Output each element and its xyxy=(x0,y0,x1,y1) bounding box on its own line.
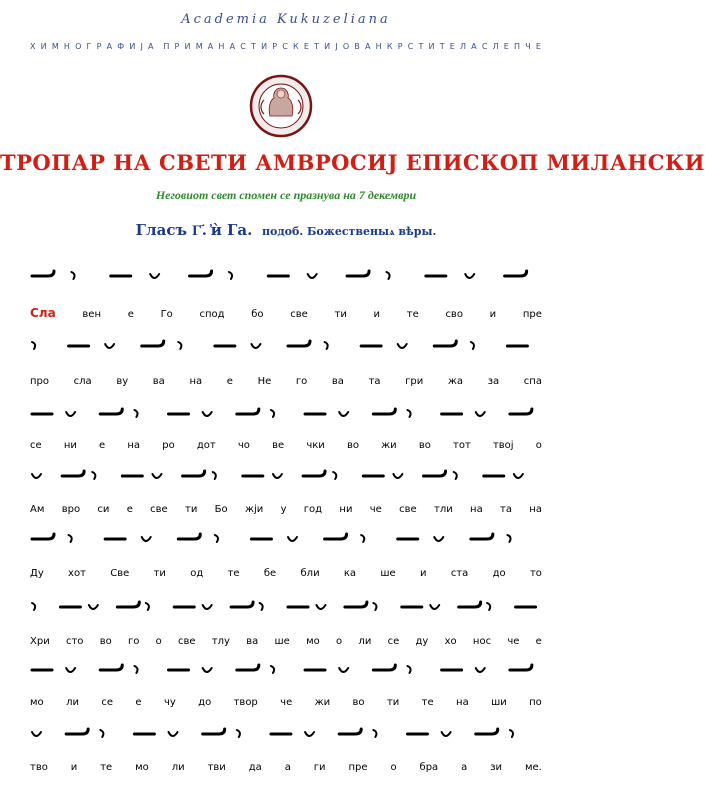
syllable: пре xyxy=(522,309,542,320)
neume-mark xyxy=(203,729,225,734)
subtitle-letter: Г xyxy=(86,42,92,51)
subtitle-letter: Р xyxy=(96,42,102,51)
syllable: Не xyxy=(257,376,272,387)
neume-mark xyxy=(150,274,159,278)
syllable: хот xyxy=(68,568,86,579)
neume-mark xyxy=(215,535,218,542)
syllable: про xyxy=(30,376,50,387)
neume-mark xyxy=(339,729,361,734)
subtitle-letter: О xyxy=(75,42,82,51)
neume-mark xyxy=(373,665,395,670)
subtitle-letter: П xyxy=(163,42,170,51)
syllable: е xyxy=(127,309,134,320)
neume-mark xyxy=(134,410,137,417)
lyrics-row xyxy=(30,697,542,713)
syllable: тви xyxy=(207,762,226,773)
syllable: тлу xyxy=(211,636,230,647)
syllable: го xyxy=(295,376,308,387)
syllable: чо xyxy=(237,440,250,451)
syllable: ти xyxy=(153,568,166,579)
neume-mark xyxy=(92,472,95,479)
syllable: чу xyxy=(163,697,176,708)
syllable: во xyxy=(352,697,365,708)
syllable: зи xyxy=(490,762,503,773)
syllable: све xyxy=(150,504,168,515)
subtitle-letter: И xyxy=(129,42,136,51)
syllable: жји xyxy=(244,504,264,515)
neume-mark xyxy=(288,537,297,541)
syllable: жи xyxy=(381,440,397,451)
neume-mark xyxy=(231,602,253,607)
subtitle-letter: Н xyxy=(218,42,225,51)
syllable: то xyxy=(529,568,542,579)
subtitle-letter: И xyxy=(40,42,48,51)
neume-mark xyxy=(465,274,474,278)
subtitle-letter: Ј xyxy=(140,42,144,51)
neume-mark xyxy=(288,341,310,346)
neume-mark xyxy=(393,474,402,478)
subtitle-letter: Р xyxy=(272,42,278,51)
subtitle-letter: Х xyxy=(30,42,36,51)
syllable: Го xyxy=(160,309,173,320)
neume-mark xyxy=(178,342,181,349)
syllable: во xyxy=(99,636,112,647)
syllable: ду xyxy=(415,636,429,647)
syllable: е xyxy=(226,376,233,387)
syllable: а xyxy=(461,762,468,773)
subtitle-letter: С xyxy=(240,42,247,51)
neume-mark xyxy=(459,602,481,607)
syllable: ва xyxy=(152,376,165,387)
neume-mark xyxy=(510,409,532,414)
neume-mark xyxy=(66,668,75,672)
neume-mark xyxy=(305,732,314,736)
neume-row xyxy=(30,525,542,555)
syllable: хо xyxy=(444,636,457,647)
lyrics-row xyxy=(30,440,542,456)
neume-mark xyxy=(237,730,240,737)
neume-mark xyxy=(476,668,485,672)
syllable: че xyxy=(280,697,293,708)
neume-mark xyxy=(66,729,88,734)
neume-mark xyxy=(434,537,443,541)
subtitle-letter: М xyxy=(195,42,204,51)
neume-mark xyxy=(69,535,72,542)
syllable: те xyxy=(406,309,419,320)
neume-mark xyxy=(333,472,336,479)
syllable: та xyxy=(368,376,381,387)
neume-mark xyxy=(89,605,98,609)
syllable: на xyxy=(529,504,542,515)
neume-staff xyxy=(30,400,542,430)
neume-mark xyxy=(229,272,232,279)
subtitle-letter: К xyxy=(293,42,300,51)
syllable: е xyxy=(126,504,133,515)
subtitle-letter: А xyxy=(471,42,478,51)
syllable: ва xyxy=(246,636,259,647)
syllable: о xyxy=(535,440,542,451)
syllable: ка xyxy=(343,568,357,579)
syllable: ро xyxy=(162,440,175,451)
syllable: се xyxy=(30,440,42,451)
neume-mark xyxy=(339,412,348,416)
subtitle-letter: И xyxy=(261,42,268,51)
syllable: Ду xyxy=(30,568,44,579)
syllable: ни xyxy=(339,504,353,515)
neume-mark xyxy=(424,471,446,476)
syllable: до xyxy=(198,697,212,708)
syllable: и xyxy=(373,309,381,320)
syllable: вен xyxy=(82,309,101,320)
lyrics-row xyxy=(30,762,542,778)
syllable: си xyxy=(97,504,110,515)
neume-mark xyxy=(32,474,41,478)
neume-mark xyxy=(146,603,149,610)
neume-mark xyxy=(398,344,407,348)
syllable: и xyxy=(70,762,78,773)
neume-mark xyxy=(134,666,137,673)
neume-mark xyxy=(308,274,317,278)
neume-mark xyxy=(213,472,216,479)
subtitle-letter: П xyxy=(514,42,521,51)
neume-mark xyxy=(32,271,54,276)
lyrics-row xyxy=(30,306,542,322)
syllable: бе xyxy=(263,568,277,579)
subtitle-letter: Р xyxy=(397,42,404,51)
syllable: ли xyxy=(171,762,185,773)
neume-mark xyxy=(510,730,513,737)
syllable: чки xyxy=(306,440,325,451)
monastery-seal-icon xyxy=(240,74,322,138)
neume-mark xyxy=(169,732,178,736)
syllable: тво xyxy=(30,762,48,773)
neume-mark xyxy=(273,474,282,478)
syllable: че xyxy=(369,504,382,515)
syllable: сла xyxy=(73,376,92,387)
syllable: на xyxy=(470,504,483,515)
neume-mark xyxy=(62,471,84,476)
neume-mark xyxy=(407,666,410,673)
syllable: се xyxy=(387,636,400,647)
neume-staff xyxy=(30,720,542,750)
neume-mark xyxy=(32,534,54,539)
neume-mark xyxy=(271,666,274,673)
subtitle-letter: Е xyxy=(449,42,456,51)
neume-mark xyxy=(442,732,451,736)
neume-mark xyxy=(339,668,348,672)
syllable: ва xyxy=(331,376,344,387)
syllable: све xyxy=(178,636,196,647)
neume-mark xyxy=(430,605,439,609)
neume-row xyxy=(30,593,542,623)
subtitle-letter: Н xyxy=(63,42,71,51)
neume-mark xyxy=(190,271,212,276)
syllable: и xyxy=(420,568,427,579)
syllable: сто xyxy=(65,636,84,647)
neume-mark xyxy=(345,602,367,607)
subtitle-letter: А xyxy=(106,42,113,51)
subtitle-letter: Н xyxy=(375,42,383,51)
syllable: го xyxy=(127,636,140,647)
subtitle-letter: Л xyxy=(492,42,500,51)
syllable: мо xyxy=(30,697,44,708)
syllable: ше xyxy=(380,568,396,579)
neume-row xyxy=(30,462,542,492)
neume-mark xyxy=(476,729,498,734)
neume-mark xyxy=(303,471,325,476)
syllable: мо xyxy=(135,762,149,773)
syllable: ги xyxy=(313,762,326,773)
subtitle-letter: Т xyxy=(251,42,257,51)
subtitle-letter: С xyxy=(481,42,488,51)
neume-mark xyxy=(105,344,114,348)
lyrics-row xyxy=(30,636,542,652)
subtitle-letter: Ф xyxy=(117,42,125,51)
syllable: ли xyxy=(66,697,79,708)
neume-mark xyxy=(476,412,485,416)
neume-mark xyxy=(471,342,474,349)
subtitle-letter: Т xyxy=(418,42,424,51)
syllable: бо xyxy=(251,309,264,320)
neume-mark xyxy=(325,342,328,349)
syllable: мо xyxy=(306,636,320,647)
syllable: све xyxy=(399,504,417,515)
neume-mark xyxy=(203,605,212,609)
subtitle-letter: А xyxy=(229,42,236,51)
neume-mark xyxy=(237,665,259,670)
neume-mark xyxy=(66,412,75,416)
syllable: тли xyxy=(434,504,453,515)
syllable: о xyxy=(155,636,162,647)
neume-mark xyxy=(505,271,527,276)
subtitle-letter: Е xyxy=(303,42,310,51)
neume-mark xyxy=(142,537,151,541)
neume-mark xyxy=(152,474,161,478)
tone-label: Гласъ Г҃. ҆ѝ Га. xyxy=(135,221,253,239)
syllable: дот xyxy=(196,440,216,451)
neume-mark xyxy=(361,535,364,542)
neume-row xyxy=(30,332,542,362)
syllable: ве xyxy=(272,440,285,451)
syllable: твор xyxy=(233,697,258,708)
syllable: у xyxy=(280,504,287,515)
neume-row xyxy=(30,720,542,750)
subtitle-letter: К xyxy=(386,42,394,51)
neume-mark xyxy=(510,665,532,670)
lyrics-row xyxy=(30,504,542,520)
syllable: се xyxy=(101,697,113,708)
syllable: до xyxy=(492,568,506,579)
subtitle-letter: Ч xyxy=(525,42,532,51)
syllable: ме. xyxy=(524,762,542,773)
syllable: а xyxy=(284,762,291,773)
neume-mark xyxy=(373,409,395,414)
syllable: о xyxy=(390,762,397,773)
subtitle-letter: А xyxy=(365,42,371,51)
neume-mark xyxy=(251,344,260,348)
subtitle-letter: И xyxy=(184,42,192,51)
neume-mark xyxy=(71,272,74,279)
syllable: е xyxy=(535,636,542,647)
neume-mark xyxy=(178,534,200,539)
syllable: Све xyxy=(110,568,130,579)
neume-mark xyxy=(325,534,347,539)
syllable: е xyxy=(135,697,142,708)
neume-row xyxy=(30,656,542,686)
hymn-title: ТРОПАР НА СВЕТИ АМВРОСИЈ ЕПИСКОП МИЛАНСКИ xyxy=(0,150,705,175)
neume-staff xyxy=(30,462,542,492)
syllable: сво xyxy=(445,309,463,320)
neume-mark xyxy=(507,535,510,542)
subtitle-letter: С xyxy=(407,42,414,51)
subtitle-letter: И xyxy=(428,42,436,51)
subtitle-letter: М xyxy=(51,42,60,51)
feast-date-note: Неговиот свет спомен се празнува на 7 декември xyxy=(155,188,417,202)
neume-mark xyxy=(386,272,389,279)
neume-mark xyxy=(260,603,263,610)
syllable: во xyxy=(346,440,359,451)
lyrics-row xyxy=(30,376,542,392)
syllable: ше xyxy=(274,636,290,647)
neume-mark xyxy=(514,474,523,478)
academia-header: Academia Kukuzeliana xyxy=(181,12,391,27)
syllable: по xyxy=(529,697,542,708)
syllable: Бо xyxy=(214,504,228,515)
syllable: Ам xyxy=(30,504,45,515)
syllable: за xyxy=(487,376,500,387)
neume-mark xyxy=(117,602,139,607)
syllable: спод xyxy=(199,309,225,320)
syllable: ти xyxy=(386,697,400,708)
syllable: нос xyxy=(472,636,492,647)
neume-staff xyxy=(30,262,542,292)
subtitle-letter: Л xyxy=(459,42,467,51)
neume-mark xyxy=(100,730,103,737)
subtitle-letter: Ј xyxy=(335,42,339,51)
syllable: ти xyxy=(334,309,347,320)
syllable: на xyxy=(189,376,203,387)
neume-mark xyxy=(203,668,212,672)
syllable: Сла xyxy=(30,306,56,320)
syllable: спа xyxy=(523,376,542,387)
syllable: ши xyxy=(491,697,507,708)
syllable: и xyxy=(489,309,497,320)
syllable: жи xyxy=(314,697,331,708)
syllable: на xyxy=(456,697,469,708)
neume-mark xyxy=(434,341,456,346)
subtitle-letter: И xyxy=(324,42,331,51)
syllable: да xyxy=(248,762,262,773)
syllable: Хри xyxy=(30,636,50,647)
syllable: твој xyxy=(492,440,514,451)
syllable: че xyxy=(507,636,520,647)
syllable: те xyxy=(100,762,113,773)
subtitle-letter: Т xyxy=(439,42,446,51)
subtitle-letter: В xyxy=(354,42,361,51)
neume-row xyxy=(30,400,542,430)
neume-staff xyxy=(30,525,542,555)
subtitle-letter: Т xyxy=(314,42,320,51)
syllable: вро xyxy=(61,504,81,515)
neume-mark xyxy=(32,342,35,349)
neume-staff xyxy=(30,593,542,623)
monastery-subtitle xyxy=(30,42,542,51)
neume-row xyxy=(30,262,542,292)
syllable: те xyxy=(227,568,240,579)
neume-mark xyxy=(347,271,369,276)
syllable: ста xyxy=(450,568,469,579)
neume-mark xyxy=(316,605,325,609)
syllable: бли xyxy=(300,568,320,579)
neume-mark xyxy=(407,410,410,417)
neume-mark xyxy=(203,412,212,416)
subtitle-letter: Е xyxy=(535,42,542,51)
syllable: та xyxy=(500,504,512,515)
syllable: гри xyxy=(405,376,424,387)
subtitle-letter: С xyxy=(282,42,289,51)
neume-mark xyxy=(237,409,259,414)
neume-mark xyxy=(32,732,41,736)
subtitle-letter: Е xyxy=(503,42,510,51)
subtitle-letter: О xyxy=(342,42,350,51)
syllable: ни xyxy=(63,440,77,451)
subtitle-letter: Р xyxy=(174,42,180,51)
neume-mark xyxy=(100,409,122,414)
neume-staff xyxy=(30,656,542,686)
neume-mark xyxy=(100,665,122,670)
neume-mark xyxy=(487,603,490,610)
syllable: ли xyxy=(358,636,372,647)
neume-mark xyxy=(454,472,457,479)
neume-mark xyxy=(373,730,376,737)
syllable: о xyxy=(336,636,343,647)
lyrics-row xyxy=(30,568,542,584)
syllable: тот xyxy=(453,440,471,451)
syllable: све xyxy=(290,309,308,320)
syllable: ву xyxy=(116,376,129,387)
syllable: во xyxy=(418,440,431,451)
subtitle-letter: А xyxy=(207,42,214,51)
syllable: пре xyxy=(348,762,368,773)
neume-mark xyxy=(373,603,376,610)
syllable: е xyxy=(99,440,106,451)
neume-mark xyxy=(271,410,274,417)
neume-mark xyxy=(32,603,35,610)
syllable: жа xyxy=(447,376,464,387)
podoben-label: подоб. Божественыѧ вѣры. xyxy=(261,225,437,238)
neume-mark xyxy=(471,534,493,539)
syllable: на xyxy=(127,440,141,451)
neume-staff xyxy=(30,332,542,362)
syllable: те xyxy=(421,697,434,708)
tone-heading xyxy=(0,220,572,240)
syllable: бра xyxy=(419,762,439,773)
syllable: ти xyxy=(185,504,198,515)
syllable: од xyxy=(190,568,204,579)
neume-mark xyxy=(142,341,164,346)
subtitle-letter: А xyxy=(148,42,154,51)
syllable: год xyxy=(303,504,323,515)
neume-mark xyxy=(183,471,205,476)
